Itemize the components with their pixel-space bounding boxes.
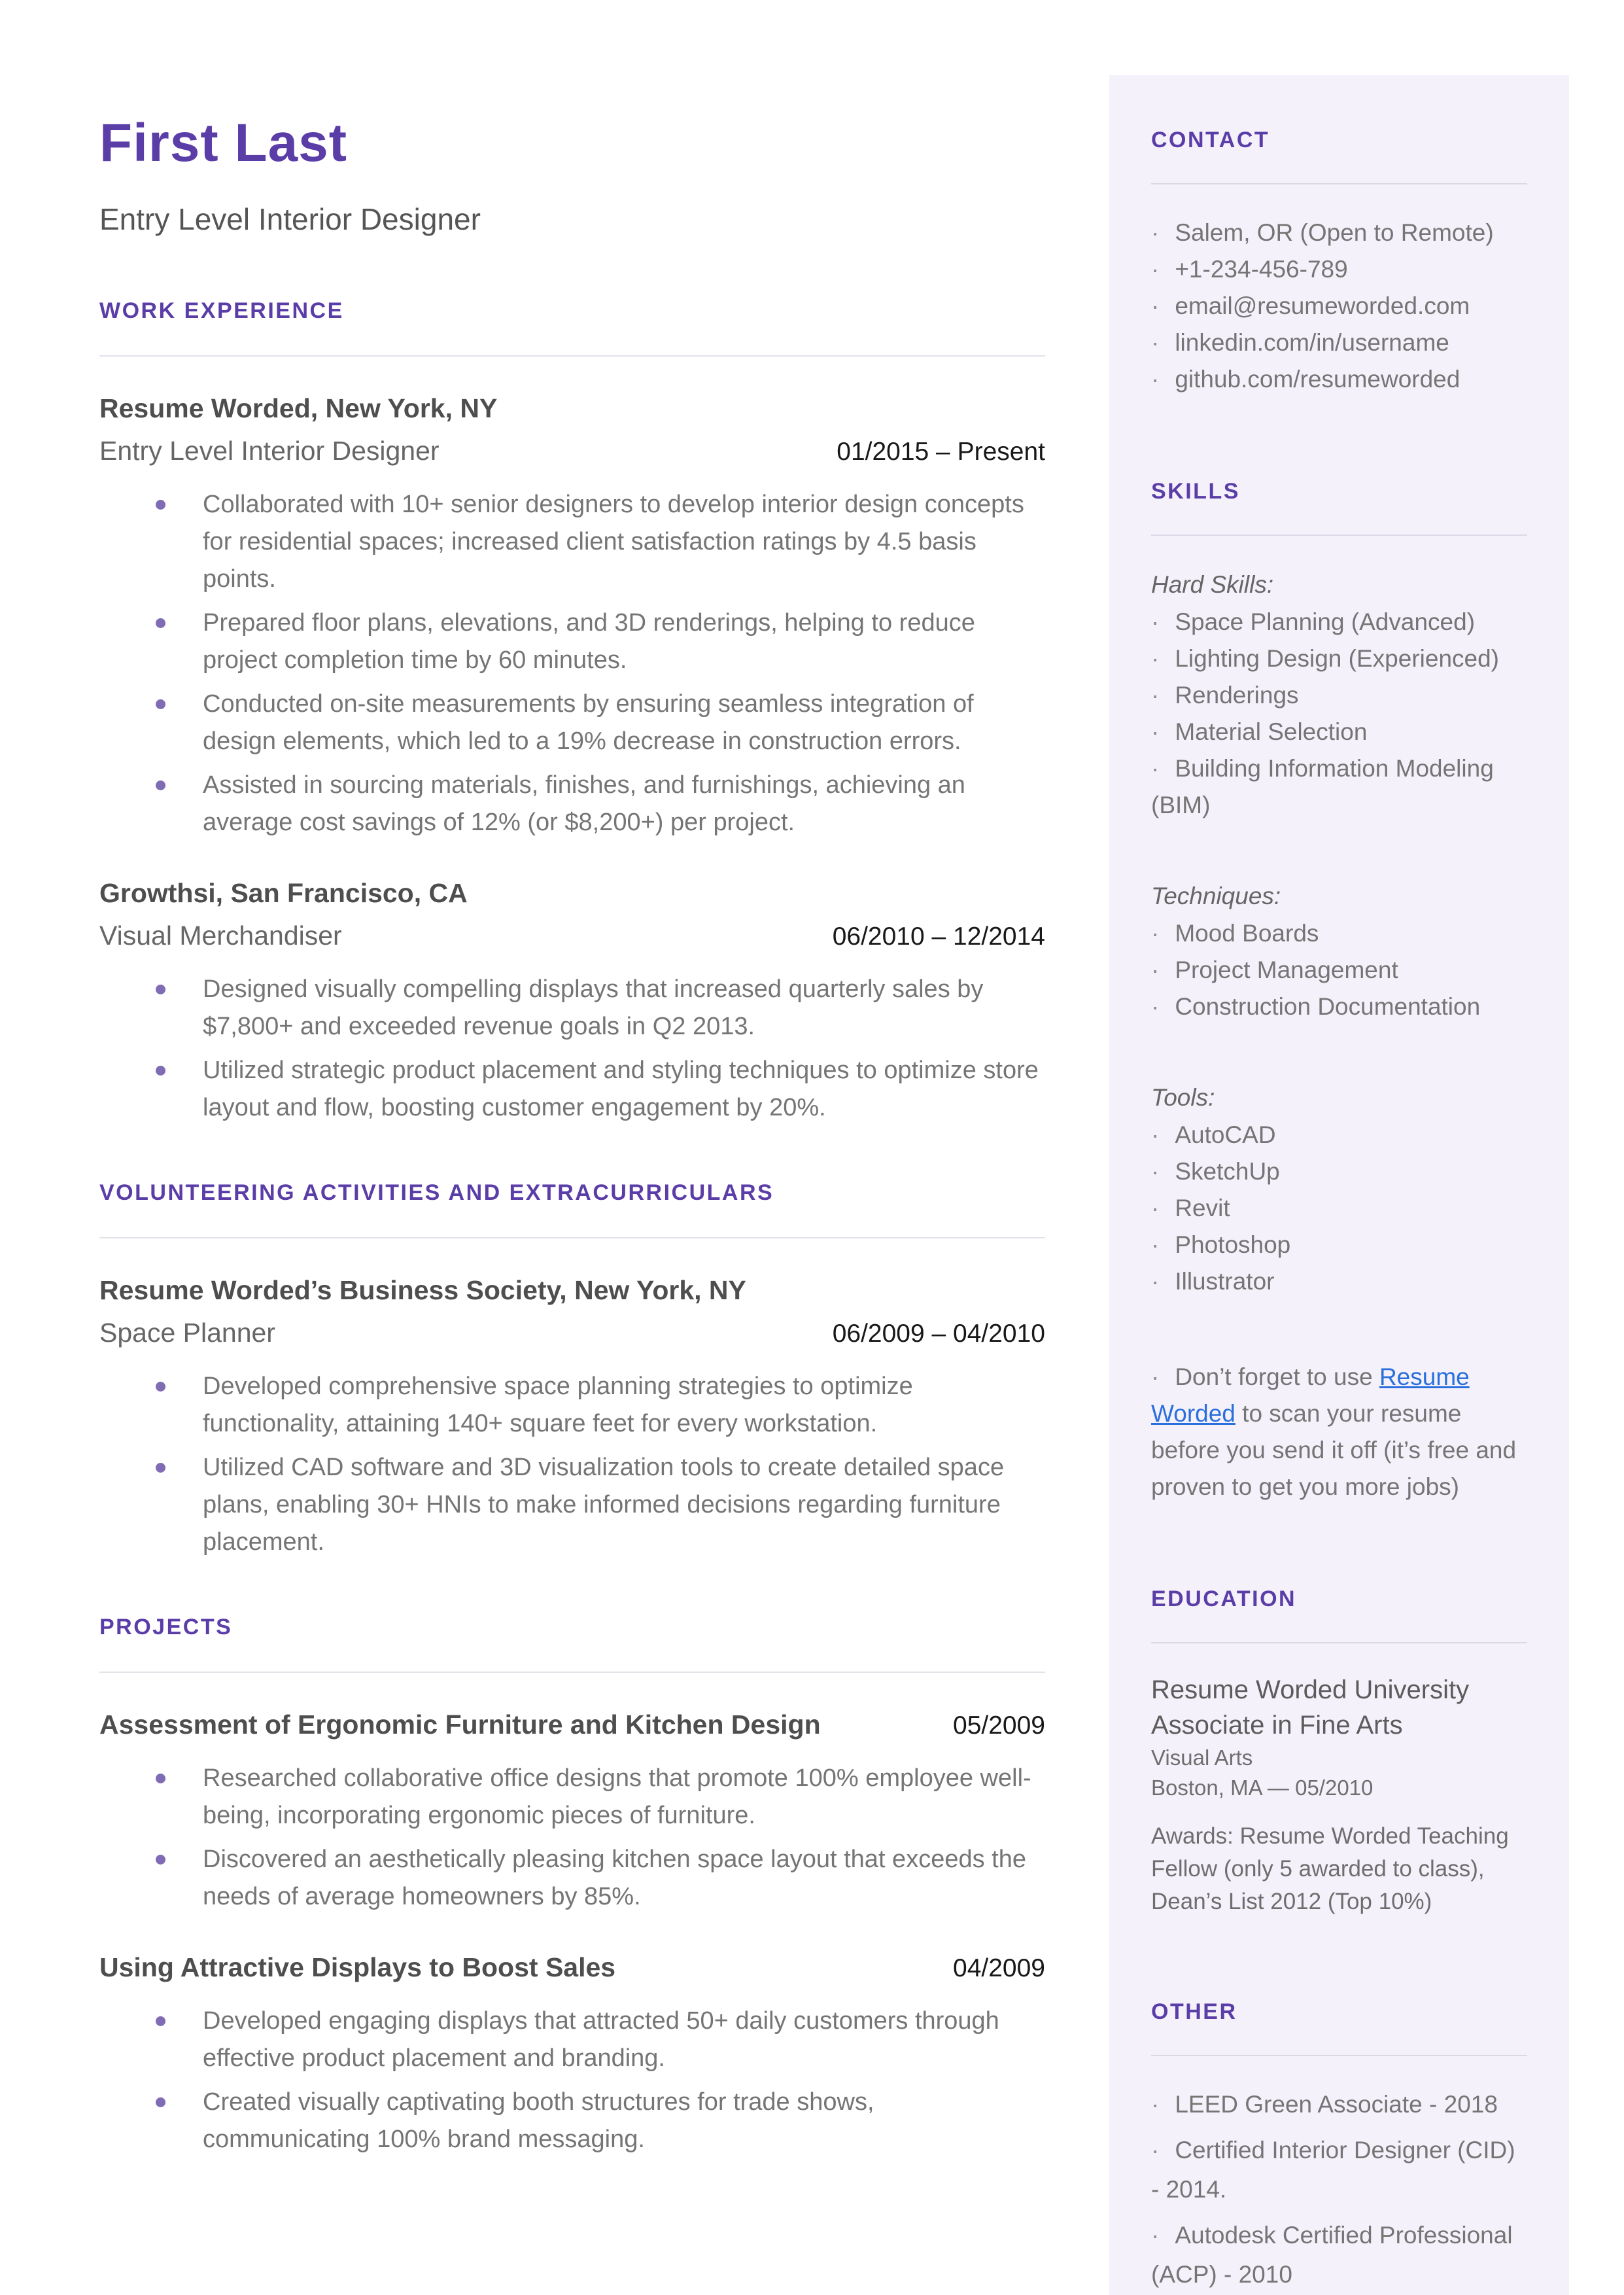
- job-title: Visual Merchandiser: [99, 920, 342, 951]
- major: Visual Arts: [1151, 1745, 1253, 1770]
- skill-text: Project Management: [1175, 956, 1398, 983]
- sidebar-section-skills: [1151, 479, 1527, 1505]
- contact-item-text: +1-234-456-789: [1175, 256, 1348, 283]
- bullet-dot-icon: ·: [1151, 718, 1160, 745]
- project-date: 04/2009: [953, 1954, 1045, 1982]
- bullet-dot-icon: ·: [1151, 1195, 1160, 1221]
- bullet-dot-icon: ·: [1151, 1158, 1160, 1185]
- contact-heading: CONTACT: [1151, 128, 1270, 152]
- bullet-item: [99, 486, 1045, 598]
- skill-text: Illustrator: [1175, 1268, 1275, 1295]
- bullet-text: Conducted on-site measurements by ensuring seamless integration of design elements, which led to a 19% decrease in construction errors.: [203, 690, 974, 755]
- skill-item: [1151, 640, 1527, 677]
- bullet-dot-icon: [156, 2097, 165, 2107]
- certification-item: [1151, 2085, 1527, 2124]
- bullet-text: Created visually captivating booth structures for trade shows, communicating 100% brand messaging.: [203, 2088, 874, 2153]
- project-bullets: [99, 2003, 1045, 2158]
- skill-item: [1151, 915, 1527, 952]
- bullet-item: [99, 686, 1045, 760]
- bullet-item: [99, 1841, 1045, 1916]
- job-bullets: [99, 486, 1045, 841]
- bullet-item: [99, 1449, 1045, 1561]
- bullet-dot-icon: ·: [1151, 608, 1160, 635]
- bullet-dot-icon: ·: [1151, 329, 1160, 356]
- bullet-dot-icon: ·: [1151, 920, 1160, 947]
- certification-item: [1151, 2131, 1527, 2209]
- divider: [1151, 183, 1527, 184]
- resume-worded-note: [1151, 1359, 1527, 1505]
- divider: [99, 1237, 1045, 1238]
- bullet-text: Researched collaborative office designs that promote 100% employee well-being, incorporating ergonomic pieces of furniture.: [203, 1764, 1031, 1829]
- section-work-experience: [99, 298, 1045, 1127]
- bullet-dot-icon: ·: [1151, 1363, 1160, 1390]
- project-title: Assessment of Ergonomic Furniture and Kitchen Design: [99, 1709, 821, 1740]
- bullet-text: Assisted in sourcing materials, finishes, and furnishings, achieving an average cost savings of 12% (or $8,200+) per project.: [203, 771, 965, 836]
- skill-item: [1151, 1117, 1527, 1153]
- candidate-title: Entry Level Interior Designer: [99, 202, 481, 236]
- project-title: Using Attractive Displays to Boost Sales: [99, 1952, 616, 1982]
- skills-heading: SKILLS: [1151, 479, 1240, 504]
- contact-item-text: Salem, OR (Open to Remote): [1175, 219, 1494, 246]
- techniques-group: [1151, 877, 1527, 1025]
- bullet-item: [99, 1052, 1045, 1127]
- projects-heading: PROJECTS: [99, 1615, 233, 1639]
- skill-text: Renderings: [1175, 682, 1299, 709]
- main-column: [99, 113, 1045, 2165]
- certification-text: LEED Green Associate - 2018: [1175, 2091, 1498, 2118]
- project-entry: [99, 1709, 1045, 1916]
- bullet-item: [99, 1368, 1045, 1443]
- divider: [99, 1672, 1045, 1673]
- job-entry: [99, 393, 1045, 841]
- organization-name: Resume Worded’s Business Society, New York, NY: [99, 1275, 746, 1305]
- bullet-text: Developed engaging displays that attracted 50+ daily customers through effective product placement and branding.: [203, 2007, 999, 2072]
- skill-text: Construction Documentation: [1175, 993, 1481, 1020]
- job-dates: 06/2010 – 12/2014: [832, 922, 1045, 951]
- bullet-dot-icon: ·: [1151, 993, 1160, 1020]
- degree: Associate in Fine Arts: [1151, 1711, 1403, 1740]
- company-name: Growthsi, San Francisco, CA: [99, 878, 468, 908]
- hard-skills-label: Hard Skills:: [1151, 571, 1274, 598]
- bullet-dot-icon: ·: [1151, 1231, 1160, 1258]
- bullet-dot-icon: ·: [1151, 682, 1160, 709]
- skill-item: [1151, 1190, 1527, 1227]
- divider: [1151, 2055, 1527, 2056]
- divider: [1151, 1642, 1527, 1643]
- tools-group: [1151, 1079, 1527, 1300]
- contact-item-text: linkedin.com/in/username: [1175, 329, 1449, 356]
- skill-text: Revit: [1175, 1195, 1230, 1221]
- bullet-dot-icon: [156, 1382, 165, 1392]
- bullet-text: Utilized CAD software and 3D visualization tools to create detailed space plans, enabling 30+ HNIs to make informed decisions regarding furniture placement.: [203, 1454, 1005, 1556]
- bullet-dot-icon: ·: [1151, 1121, 1160, 1148]
- bullet-dot-icon: [156, 780, 165, 790]
- bullet-dot-icon: [156, 1463, 165, 1473]
- skill-item: [1151, 989, 1527, 1025]
- bullet-text: Collaborated with 10+ senior designers to develop interior design concepts for residential spaces; increased client satisfaction ratings by 4.5 basis points.: [203, 491, 1024, 593]
- other-list: [1151, 2085, 1527, 2294]
- bullet-dot-icon: [156, 1066, 165, 1076]
- skill-item: [1151, 750, 1527, 824]
- sidebar-section-contact: [1151, 128, 1527, 398]
- bullet-item: [99, 767, 1045, 841]
- certification-text: Certified Interior Designer (CID) - 2014.: [1151, 2137, 1515, 2203]
- bullet-dot-icon: [156, 699, 165, 709]
- bullet-dot-icon: [156, 1855, 165, 1865]
- skill-item: [1151, 1153, 1527, 1190]
- bullet-item: [99, 604, 1045, 679]
- skill-text: AutoCAD: [1175, 1121, 1276, 1148]
- bullet-text: Utilized strategic product placement and styling techniques to optimize store layout and flow, boosting customer engagement by 20%.: [203, 1057, 1039, 1121]
- candidate-name: First Last: [99, 113, 348, 173]
- job-bullets: [99, 971, 1045, 1127]
- project-entry: [99, 1952, 1045, 2158]
- skill-text: Space Planning (Advanced): [1175, 608, 1476, 635]
- school-name: Resume Worded University: [1151, 1675, 1470, 1704]
- bullet-dot-icon: ·: [1151, 956, 1160, 983]
- bullet-dot-icon: ·: [1151, 292, 1160, 319]
- bullet-dot-icon: [156, 500, 165, 510]
- bullet-text: Prepared floor plans, elevations, and 3D renderings, helping to reduce project completion time by 60 minutes.: [203, 609, 975, 674]
- bullet-item: [99, 971, 1045, 1045]
- bullet-dot-icon: [156, 985, 165, 994]
- bullet-dot-icon: ·: [1151, 645, 1160, 672]
- note-text: to scan your resume before you send it off (it’s free and proven to get you more jobs): [1151, 1400, 1517, 1500]
- sidebar-section-other: [1151, 1999, 1527, 2294]
- skill-item: [1151, 1227, 1527, 1263]
- volunteer-dates: 06/2009 – 04/2010: [832, 1320, 1045, 1348]
- skill-item: [1151, 714, 1527, 750]
- bullet-dot-icon: ·: [1151, 2091, 1160, 2118]
- job-dates: 01/2015 – Present: [837, 438, 1045, 466]
- volunteer-bullets: [99, 1368, 1045, 1561]
- contact-item-location: [1151, 215, 1527, 251]
- hard-skills-group: [1151, 566, 1527, 824]
- skill-text: Mood Boards: [1175, 920, 1319, 947]
- sidebar: [1109, 75, 1569, 2295]
- contact-item-linkedin: [1151, 324, 1527, 361]
- work-experience-heading: WORK EXPERIENCE: [99, 298, 344, 323]
- resume-worded-link[interactable]: Resume Worded: [1151, 1363, 1470, 1427]
- bullet-dot-icon: ·: [1151, 755, 1160, 782]
- certification-item: [1151, 2216, 1527, 2294]
- certification-text: Autodesk Certified Professional (ACP) - 2010: [1151, 2222, 1513, 2288]
- project-bullets: [99, 1760, 1045, 1916]
- techniques-label: Techniques:: [1151, 883, 1281, 909]
- sidebar-section-education: [1151, 1586, 1527, 1918]
- skill-item: [1151, 1263, 1527, 1300]
- note-text: Don’t forget to use: [1175, 1363, 1379, 1390]
- section-volunteering: [99, 1180, 1045, 1561]
- bullet-dot-icon: ·: [1151, 2222, 1160, 2249]
- bullet-dot-icon: ·: [1151, 2137, 1160, 2164]
- divider: [99, 355, 1045, 357]
- bullet-dot-icon: ·: [1151, 256, 1160, 283]
- contact-item-text: email@resumeworded.com: [1175, 292, 1470, 319]
- bullet-item: [99, 1760, 1045, 1834]
- project-date: 05/2009: [953, 1711, 1045, 1740]
- skill-text: SketchUp: [1175, 1158, 1280, 1185]
- volunteering-heading: VOLUNTEERING ACTIVITIES AND EXTRACURRICULARS: [99, 1180, 774, 1205]
- skill-text: Photoshop: [1175, 1231, 1291, 1258]
- skill-item: [1151, 677, 1527, 714]
- other-heading: OTHER: [1151, 1999, 1237, 2024]
- job-title: Entry Level Interior Designer: [99, 436, 440, 466]
- volunteer-title: Space Planner: [99, 1318, 275, 1348]
- education-awards: Awards: Resume Worded Teaching Fellow (only 5 awarded to class), Dean’s List 2012 (Top 10%): [1151, 1823, 1509, 1914]
- bullet-dot-icon: [156, 1774, 165, 1783]
- volunteering-entry: [99, 1275, 1045, 1561]
- skill-item: [1151, 952, 1527, 989]
- bullet-item: [99, 2003, 1045, 2077]
- skill-text: Lighting Design (Experienced): [1175, 645, 1499, 672]
- education-location-date: Boston, MA — 05/2010: [1151, 1776, 1373, 1800]
- contact-item-phone: [1151, 251, 1527, 288]
- skill-item: [1151, 604, 1527, 640]
- bullet-dot-icon: [156, 2016, 165, 2026]
- bullet-dot-icon: ·: [1151, 1268, 1160, 1295]
- bullet-dot-icon: ·: [1151, 219, 1160, 246]
- contact-item-text: github.com/resumeworded: [1175, 366, 1460, 393]
- education-entry: [1151, 1672, 1527, 1918]
- contact-item-github: [1151, 361, 1527, 398]
- education-heading: EDUCATION: [1151, 1586, 1297, 1611]
- bullet-item: [99, 2084, 1045, 2158]
- job-entry: [99, 878, 1045, 1127]
- tools-label: Tools:: [1151, 1084, 1215, 1111]
- divider: [1151, 534, 1527, 536]
- section-projects: [99, 1615, 1045, 2158]
- skill-text: Building Information Modeling (BIM): [1151, 755, 1494, 818]
- bullet-text: Designed visually compelling displays that increased quarterly sales by $7,800+ and exceeded revenue goals in Q2 2013.: [203, 975, 984, 1040]
- contact-list: [1151, 215, 1527, 398]
- contact-item-email: [1151, 288, 1527, 324]
- company-name: Resume Worded, New York, NY: [99, 393, 498, 423]
- bullet-dot-icon: ·: [1151, 366, 1160, 393]
- skill-text: Material Selection: [1175, 718, 1368, 745]
- bullet-text: Discovered an aesthetically pleasing kitchen space layout that exceeds the needs of average homeowners by 85%.: [203, 1846, 1026, 1910]
- bullet-dot-icon: [156, 618, 165, 628]
- bullet-text: Developed comprehensive space planning strategies to optimize functionality, attaining 140+ square feet for every workstation.: [203, 1373, 913, 1437]
